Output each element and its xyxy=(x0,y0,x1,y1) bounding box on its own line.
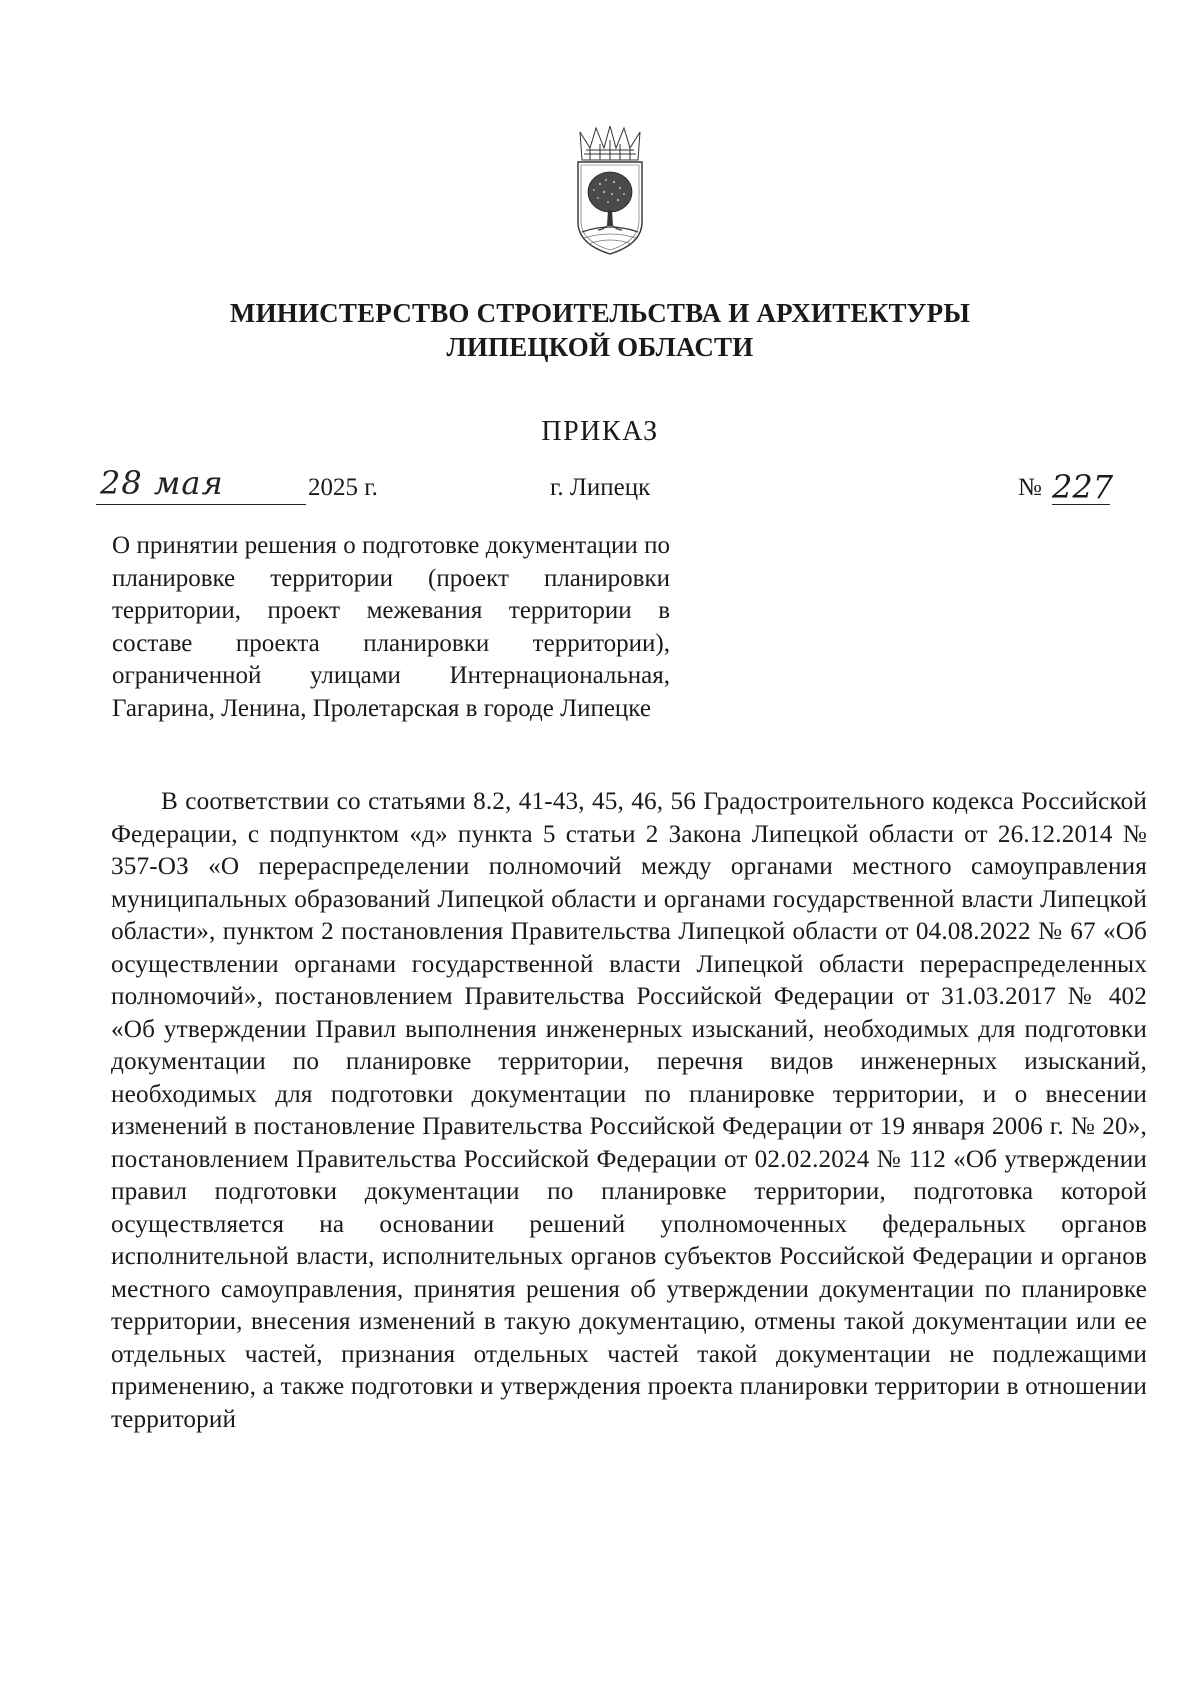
city: г. Липецк xyxy=(550,474,651,501)
handwritten-number: 227 xyxy=(1052,468,1114,506)
order-subject: О принятии решения о подготовке документации по планировке территории (проект планировки территории, проект межевания территории в составе проекта планировки территории), ограниченной улицами Интернациональная, Гагарина, Ленина, Пролетарская в городе Липецке xyxy=(112,532,670,722)
year: 2025 г. xyxy=(308,474,378,501)
number-label: № xyxy=(1018,474,1042,501)
ministry-name-line1: МИНИСТЕРСТВО СТРОИТЕЛЬСТВА И АРХИТЕКТУРЫ xyxy=(229,298,971,328)
date-field xyxy=(96,464,306,505)
document-meta xyxy=(0,464,1200,518)
ministry-name xyxy=(150,296,1050,364)
document-type: ПРИКАЗ xyxy=(541,416,659,447)
ministry-name-line2: ЛИПЕЦКОЙ ОБЛАСТИ xyxy=(446,332,754,362)
handwritten-date: 28 мая xyxy=(100,464,224,502)
coat-of-arms-icon xyxy=(574,126,646,262)
order-body-paragraph: В соответствии со статьями 8.2, 41-43, 45, 46, 56 Градостроительного кодекса Российской Федерации, с подпунктом «д» пункта 5 статьи 2 Закона Липецкой области от 26.12.2014 № 357-ОЗ «О перераспределении полномочий между органами местного самоуправления муниципальных образований Липецкой области и органами государственной власти Липецкой области», пунктом 2 постановления Правительства Липецкой области от 04.08.2022 № 67 «Об осуществлении органами государственной власти Липецкой области перераспределенных полномочий», постановлением Правительства Российской Федерации от 31.03.2017 № 402 «Об утверждении Правил выполнения инженерных изысканий, необходимых для подготовки документации по планировке территории, перечня видов инженерных изысканий, необходимых для подготовки документации по планировке территории, и о внесении изменений в постановление Правительства Российской Федерации от 19 января 2006 г. № 20», постановлением Правительства Российской Федерации от 02.02.2024 № 112 «Об утверждении правил подготовки документации по планировке территории, подготовка которой осуществляется на основании решений уполномоченных федеральных органов исполнительной власти, исполнительных органов субъектов Российской Федерации и органов местного самоуправления, принятия решения об утверждении документации по планировке территории, внесения изменений в такую документацию, отмены такой документации или ее отдельных частей, признания отдельных частей такой документации не подлежащими применению, а также подготовки и утверждения проекта планировки территории в отношении территорий xyxy=(111,788,1147,1433)
